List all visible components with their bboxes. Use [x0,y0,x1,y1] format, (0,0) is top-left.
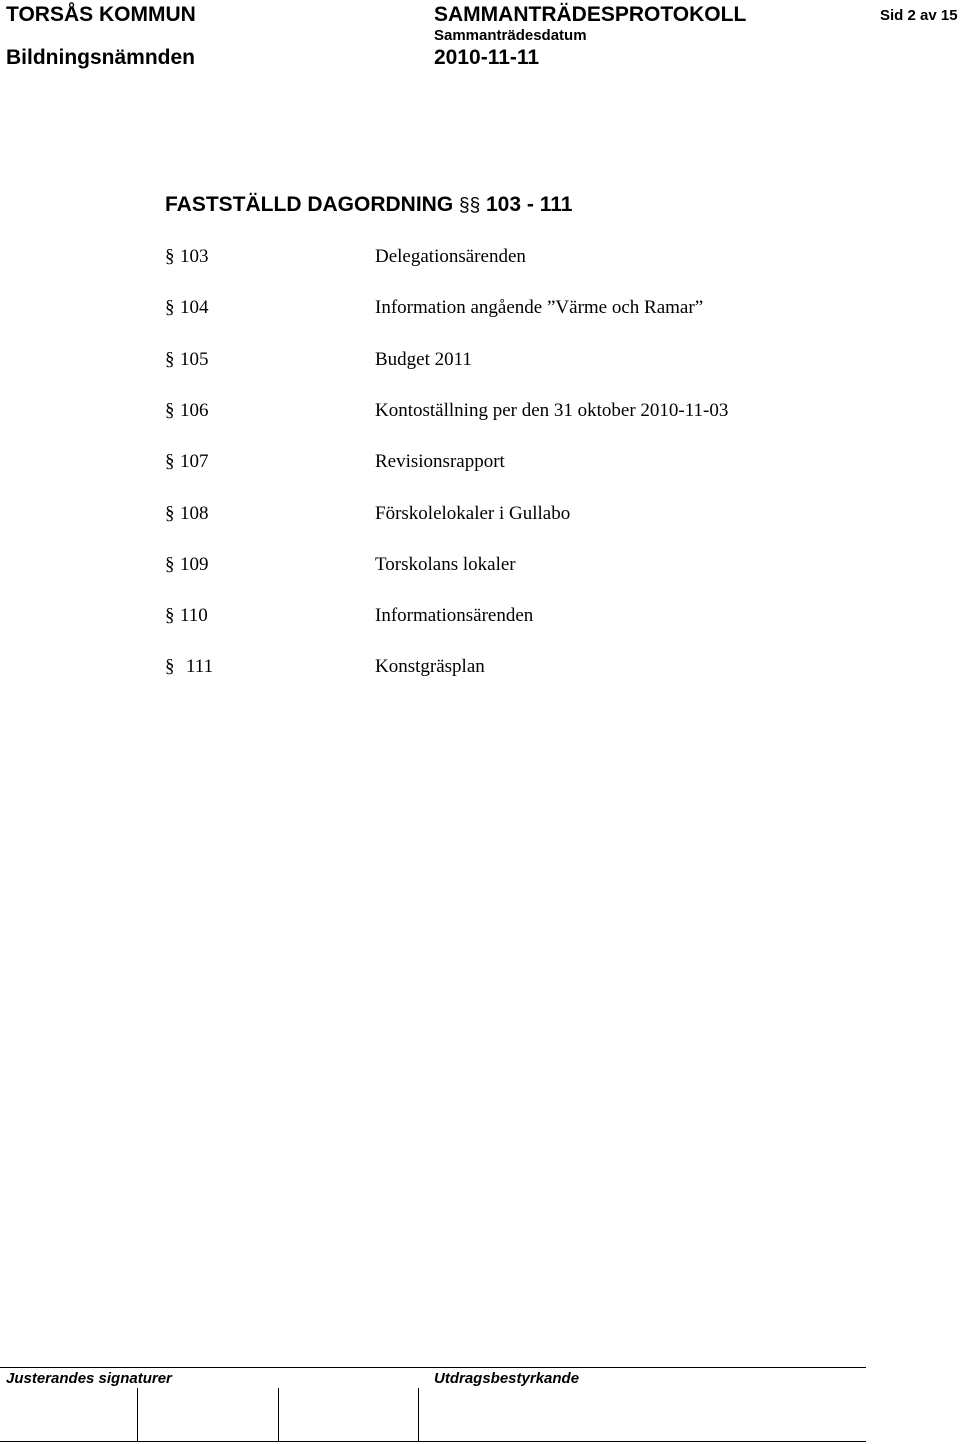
meeting-date-label: Sammanträdesdatum [434,27,587,44]
section-symbol: § [165,656,175,677]
agenda-item-number: 103 [180,246,209,267]
organization-name: TORSÅS KOMMUN [6,3,196,26]
section-symbol: § [165,503,175,524]
section-symbol: § [459,195,470,216]
agenda-item-number: 109 [180,554,209,575]
agenda-item-title: Informationsärenden [375,605,534,626]
agenda-item-number: 111 [186,656,214,677]
section-symbol: § [165,400,175,421]
footer-top-rule [0,1367,866,1368]
agenda-item-number: 108 [180,503,209,524]
agenda-item-number: 110 [180,605,208,626]
section-symbol: § [469,195,481,216]
agenda-item-title: Torskolans lokaler [375,554,516,575]
section-symbol: § [165,349,175,370]
agenda-item-title: Förskolelokaler i Gullabo [375,503,571,524]
agenda-item-title: Budget 2011 [375,349,472,370]
agenda-item-number: 105 [180,349,209,370]
signature-box-divider [418,1388,419,1442]
agenda-item-title: Kontoställning per den 31 oktober 2010-11-03 [375,400,729,421]
footer-bottom-rule [0,1441,866,1442]
section-symbol: § [165,605,175,626]
certification-label: Utdragsbestyrkande [434,1370,580,1387]
page-number: Sid 2 av 15 [880,7,958,24]
agenda-item-number: 107 [180,451,209,472]
signature-box-divider [137,1388,138,1442]
meeting-date: 2010-11-11 [434,46,540,69]
agenda-title-range: 103 - 111 [486,193,573,216]
section-symbol: § [165,451,175,472]
signatures-label: Justerandes signaturer [6,1370,172,1387]
agenda-item-title: Revisionsrapport [375,451,505,472]
signature-box-divider [278,1388,279,1442]
committee-name: Bildningsnämnden [6,46,195,69]
document-type: SAMMANTRÄDESPROTOKOLL [434,3,747,26]
agenda-title: FASTSTÄLLD DAGORDNING [165,193,454,216]
section-symbol: § [165,297,175,318]
agenda-item-number: 106 [180,400,209,421]
agenda-item-title: Information angående ”Värme och Ramar” [375,297,704,318]
agenda-heading [165,194,572,215]
section-symbol: § [165,554,175,575]
agenda-item-number: 104 [180,297,209,318]
section-symbol: § [165,246,175,267]
agenda-item-title: Delegationsärenden [375,246,526,267]
agenda-item-title: Konstgräsplan [375,656,485,677]
